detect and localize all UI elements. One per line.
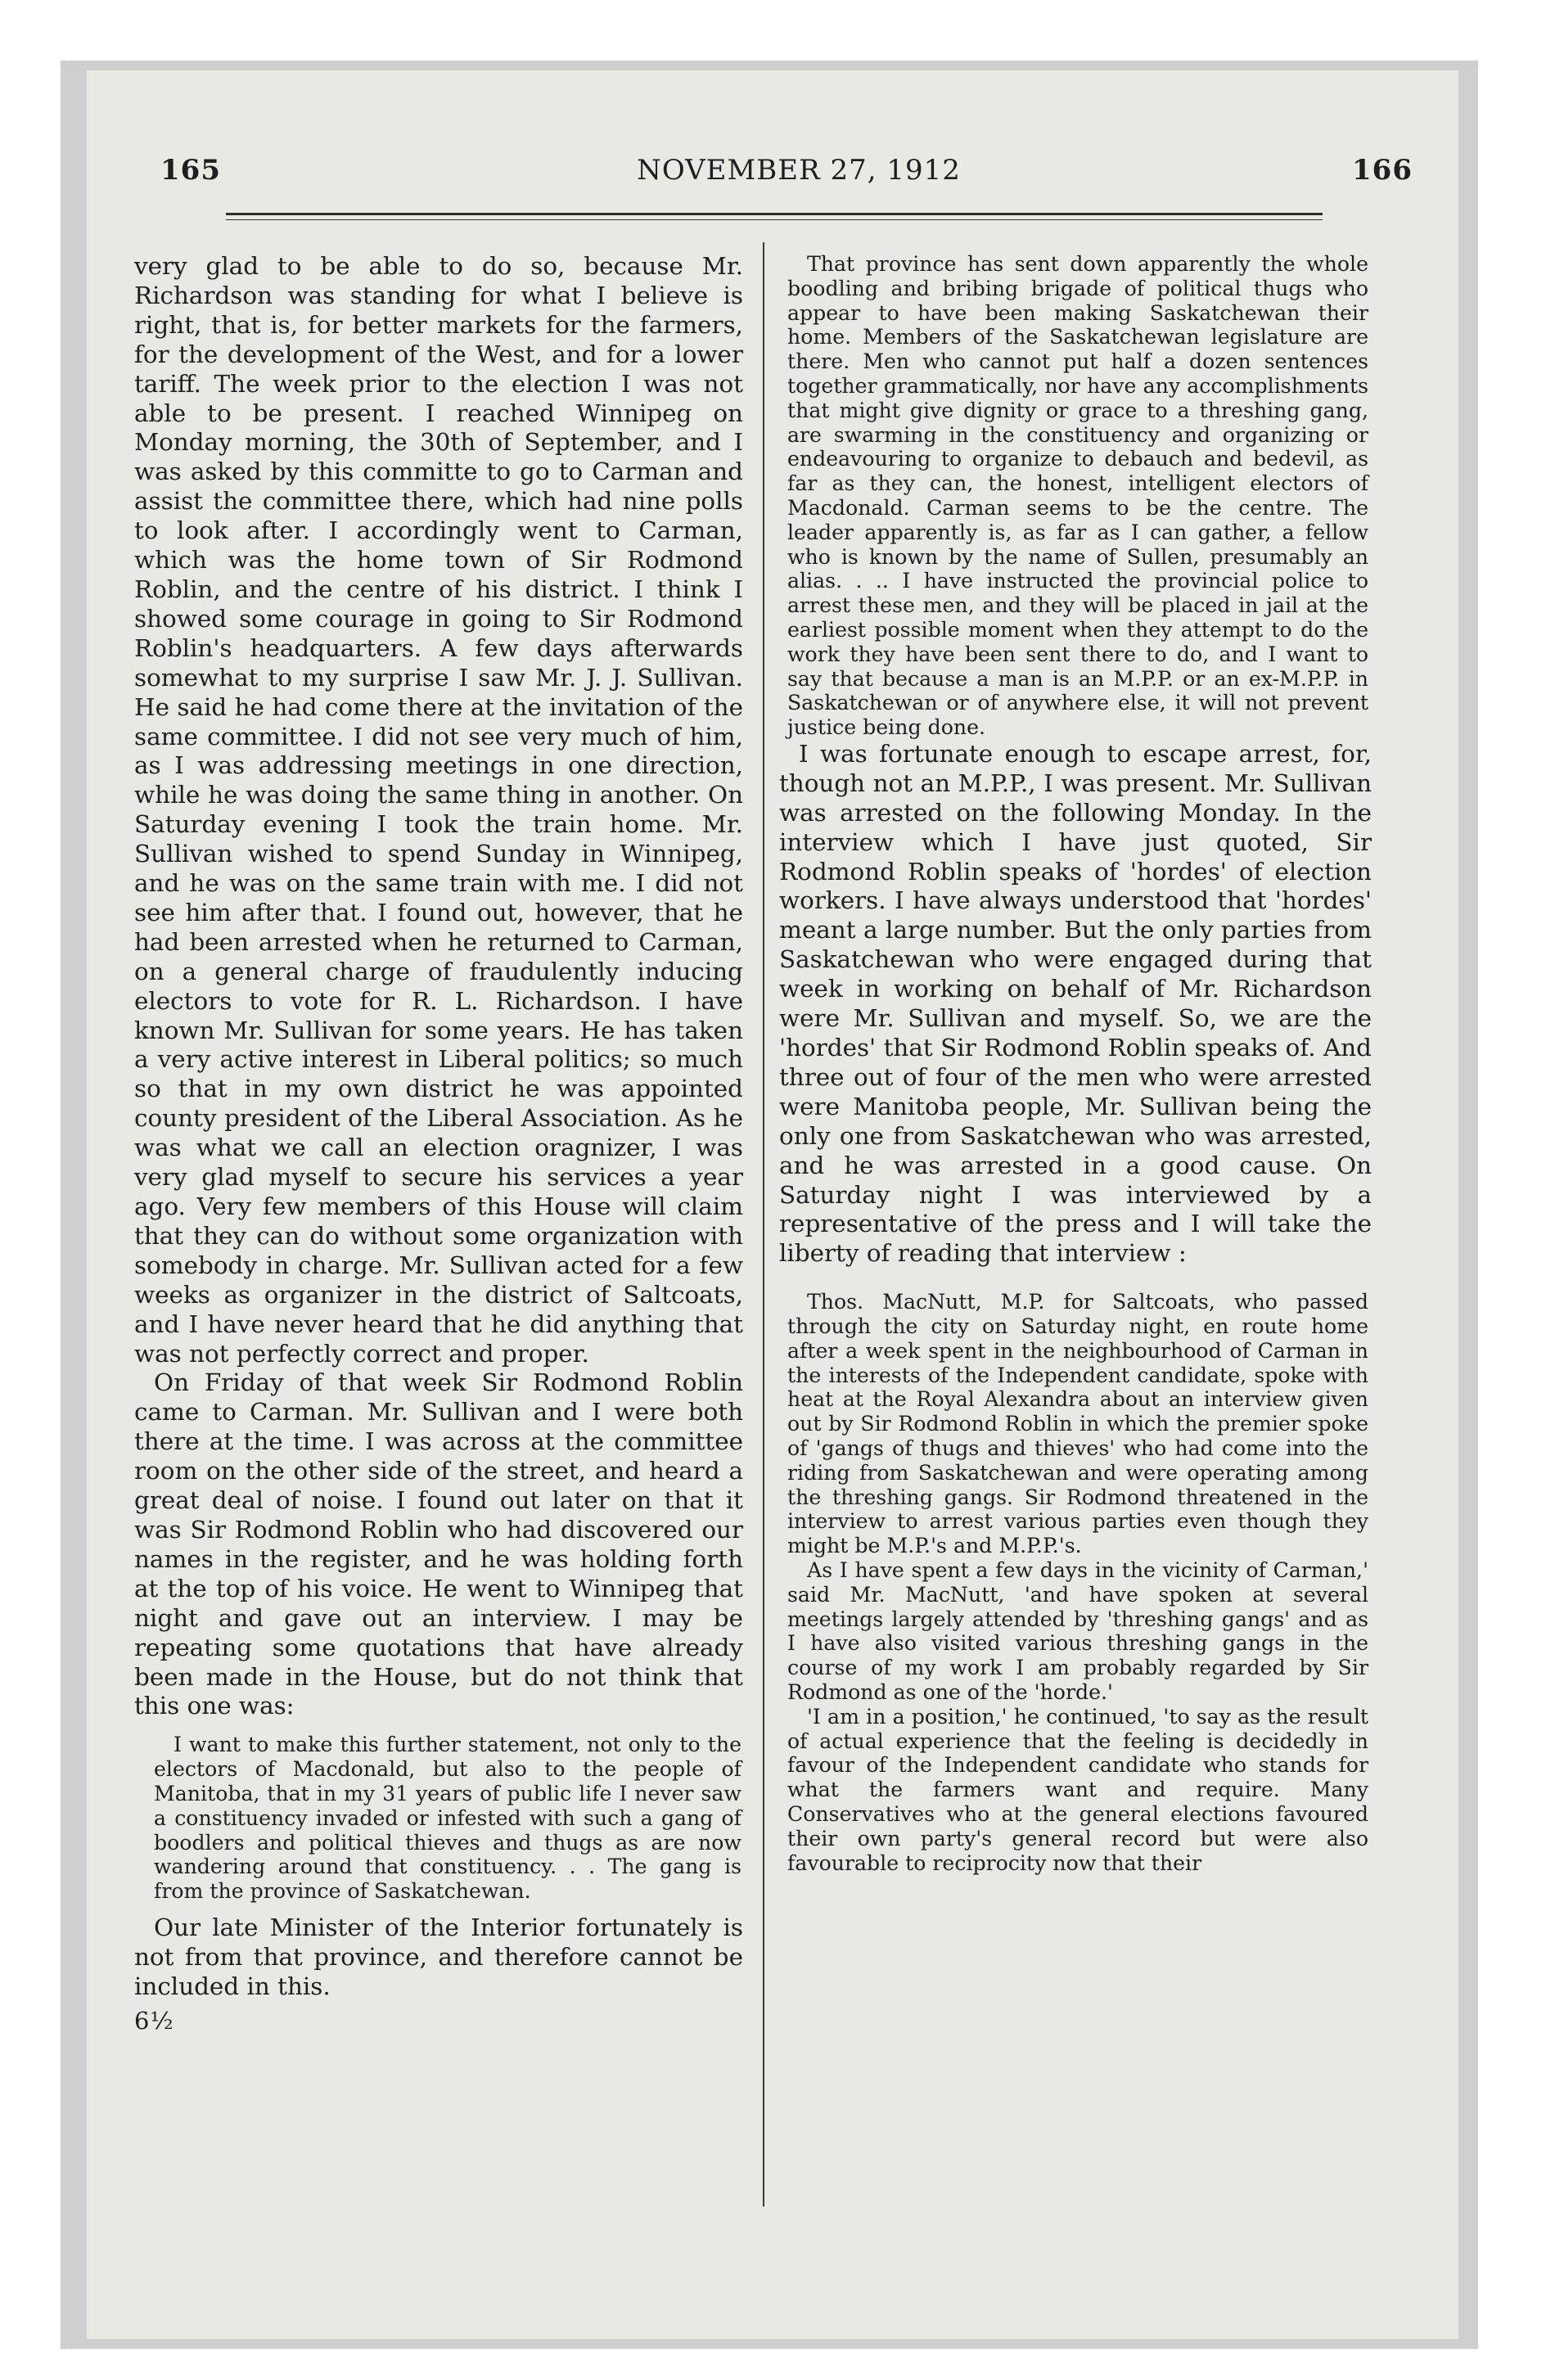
page-number-right: 166 bbox=[1352, 154, 1413, 187]
paragraph: On Friday of that week Sir Rodmond Roblin came to Carman. Mr. Sullivan and I were both there at the time. I was across at the committee room on the other side of the street, and heard a great deal of noise. I found out later on that it was Sir Rodmond Roblin who had discovered our names in the register, and he was holding forth at the top of his voice. He went to Winnipeg that night and gave out an interview. I may be repeating some quotations that have already been made in the House, but do not think that this one was: bbox=[134, 1368, 743, 1720]
document-page bbox=[87, 70, 1458, 2339]
left-column bbox=[134, 252, 743, 2035]
paragraph: I was fortunate enough to escape arrest, for, though not an M.P.P., I was present. Mr. Sullivan was arrested on the following Monday. In the interview which I have just quoted, Sir Rodmond Roblin speaks of 'hordes' of election workers. I have always understood that 'hordes' meant a large number. But the only parties from Saskatchewan who were engaged during that week in working on behalf of Mr. Richardson were Mr. Sullivan and myself. So, we are the 'hordes' that Sir Rodmond Roblin speaks of. And three out of four of the men who were arrested were Manitoba people, Mr. Sullivan being the only one from Saskatchewan who was arrested, and he was arrested in a good cause. On Saturday night I was interviewed by a representative of the press and I will take the liberty of reading that interview : bbox=[779, 739, 1372, 1268]
quoted-interview: Thos. MacNutt, M.P. for Saltcoats, who passed through the city on Saturday night, en route home after a week spent in the neighbourhood of Carman in the interests of the Independent candidate, spoke with heat at the Royal Alexandra about an interview given out by Sir Rodmond Roblin in which the premier spoke of 'gangs of thugs and thieves' who had come into the riding from Saskatchewan and were operating among the threshing gangs. Sir Rodmond threatened in the interview to arrest various parties even though they might be M.P.'s and M.P.P.'s. bbox=[787, 1290, 1368, 1558]
signature-mark: 6½ bbox=[134, 2006, 174, 2035]
block-quote: That province has sent down apparently the whole boodling and bribing brigade of political thugs who appear to have been making Saskatchewan their home. Members of the Saskatchewan legislature are there. Men who cannot put half a dozen sentences together grammatically, nor have any accomplishments that might give dignity or grace to a threshing gang, are swarming in the constituency and organizing or endeavouring to organize to debauch and bedevil, as far as they can, the honest, intelligent electors of Macdonald. Carman seems to be the centre. The leader apparently is, as far as I can gather, a fellow who is known by the name of Sullen, presumably an alias. . .. I have instructed the provincial police to arrest these men, and they will be placed in jail at the earliest possible moment when they attempt to do the work they have been sent there to do, and I want to say that because a man is an M.P.P. or an ex-M.P.P. in Saskatchewan or of anywhere else, it will not prevent justice being done. bbox=[787, 252, 1368, 740]
paragraph: very glad to be able to do so, because Mr. Richardson was standing for what I believe is right, that is, for better markets for the farmers, for the development of the West, and for a lower tariff. The week prior to the election I was not able to be present. I reached Winnipeg on Monday morning, the 30th of September, and I was asked by this committe to go to Carman and assist the committee there, which had nine polls to look after. I accordingly went to Carman, which was the home town of Sir Rodmond Roblin, and the centre of his district. I think I showed some courage in going to Sir Rodmond Roblin's headquarters. A few days afterwards somewhat to my surprise I saw Mr. J. J. Sullivan. He said he had come there at the invitation of the same committee. I did not see very much of him, as I was addressing meetings in one direction, while he was doing the same thing in another. On Saturday evening I took the train home. Mr. Sullivan wished to spend Sunday in Winnipeg, and he was on the same train with me. I did not see him after that. I found out, however, that he had been arrested when he returned to Carman, on a general charge of fraudulently inducing electors to vote for R. L. Richardson. I have known Mr. Sullivan for some years. He has taken a very active interest in Liberal politics; so much so that in my own district he was appointed county president of the Liberal Association. As he was what we call an election oragnizer, I was very glad myself to secure his services a year ago. Very few members of this House will claim that they can do without some organization with somebody in charge. Mr. Sullivan acted for a few weeks as organizer in the district of Saltcoats, and I have never heard that he did anything that was not perfectly correct and proper. bbox=[134, 252, 743, 1368]
column-divider bbox=[763, 242, 764, 2206]
page-date: NOVEMBER 27, 1912 bbox=[637, 154, 961, 187]
page-number-left: 165 bbox=[160, 154, 221, 187]
page-header bbox=[160, 154, 1437, 195]
header-rule bbox=[226, 213, 1323, 215]
quoted-interview: As I have spent a few days in the vicinity of Carman,' said Mr. MacNutt, 'and have spoken at several meetings largely attended by 'threshing gangs' and as I have also visited various threshing gangs in the course of my work I am probably regarded by Sir Rodmond as one of the 'horde.' bbox=[787, 1558, 1368, 1704]
quoted-interview: 'I am in a position,' he continued, 'to say as the result of actual experience that the feeling is decidedly in favour of the Independent candidate who stands for what the farmers want and require. Many Conservatives who at the general elections favoured their own party's general record but were also favourable to reciprocity now that their bbox=[787, 1704, 1368, 1875]
right-column bbox=[779, 252, 1372, 1875]
block-quote: I want to make this further statement, not only to the electors of Macdonald, but also to the people of Manitoba, that in my 31 years of public life I never saw a constituency invaded or infested with such a gang of boodlers and political thieves and thugs as are now wandering around that constituency. . . The gang is from the province of Saskatchewan. bbox=[154, 1733, 741, 1904]
paragraph: Our late Minister of the Interior fortunately is not from that province, and therefore cannot be included in this. bbox=[134, 1913, 743, 2000]
header-rule-thin bbox=[226, 219, 1323, 220]
